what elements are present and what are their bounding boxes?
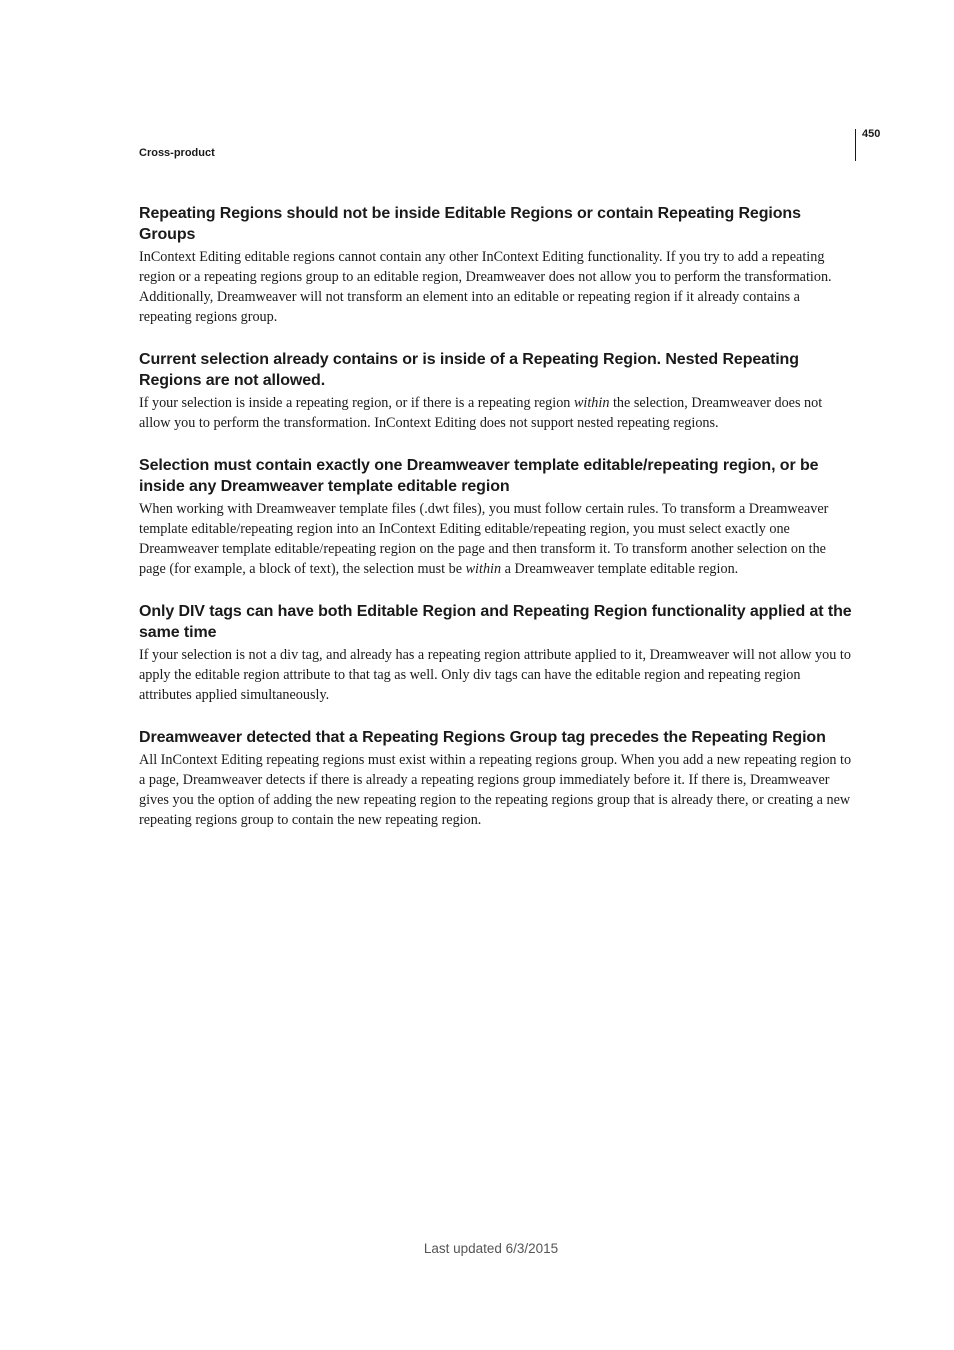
section-body: All InContext Editing repeating regions must exist within a repeating regions group. When you add a new repeating region to a page, Dreamweaver detects if there is already a repeating regions group immediately before it. If there is, Dreamweaver gives you the option of adding the new repeating region to the repeating regions group that is already there, or creating a new repeating regions group to contain the new repeating region. [139, 752, 852, 828]
emphasis-text: within [573, 395, 610, 411]
section-body [139, 393, 855, 433]
section-div-tags-only [139, 601, 855, 705]
section-body: InContext Editing editable regions cannot contain any other InContext Editing functionality. If you try to add a repeating region or a repeating regions group to an editable region, Dreamweaver does not allow you to perform the transformation. Additionally, Dreamweaver will not transform an element into an editable or repeating region if it already contains a repeating regions group. [139, 249, 832, 325]
page-number-divider [855, 129, 856, 161]
page-content [139, 203, 855, 852]
body-text: a Dreamweaver template editable region. [501, 561, 739, 577]
section-heading: Dreamweaver detected that a Repeating Regions Group tag precedes the Repeating Region [139, 729, 826, 746]
section-heading: Current selection already contains or is inside of a Repeating Region. Nested Repeating Regions are not allowed. [139, 351, 799, 389]
footer-last-updated: Last updated 6/3/2015 [423, 1241, 559, 1256]
section-heading: Only DIV tags can have both Editable Region and Repeating Region functionality applied at the same time [139, 603, 852, 641]
emphasis-text: within [465, 561, 502, 577]
body-text: If your selection is inside a repeating region, or if there is a repeating region [139, 395, 574, 411]
section-heading: Repeating Regions should not be inside Editable Regions or contain Repeating Regions Groups [139, 205, 801, 243]
page-number: 450 [862, 128, 881, 140]
body-text: When working with Dreamweaver template files (.dwt files), you must follow certain rules. To transform a Dreamweaver template editable/repeating region into an InContext Editing editable/repeating region, you must select exactly one Dreamweaver template editable/repeating region on the page and then transform it. To transform another selection on the page (for example, a block of text), the selection must be [139, 501, 829, 577]
section-repeating-regions-group-precedes [139, 727, 855, 830]
section-repeating-regions-not-inside-editable [139, 203, 855, 327]
body-text: the selection, Dreamweaver does not allow you to perform the transformation. InContext Editing does not support nested repeating regions. [139, 395, 823, 431]
section-heading: Selection must contain exactly one Dreamweaver template editable/repeating region, or be inside any Dreamweaver template editable region [139, 457, 819, 495]
running-header: Cross-product [139, 147, 215, 159]
section-body: If your selection is not a div tag, and already has a repeating region attribute applied to it, Dreamweaver will not allow you to apply the editable region attribute to that tag as well. Only div tags can have the editable region and repeating region attributes applied simultaneously. [139, 647, 851, 703]
section-nested-repeating-regions [139, 349, 855, 433]
section-template-editable-region [139, 455, 855, 579]
section-body [139, 499, 855, 579]
